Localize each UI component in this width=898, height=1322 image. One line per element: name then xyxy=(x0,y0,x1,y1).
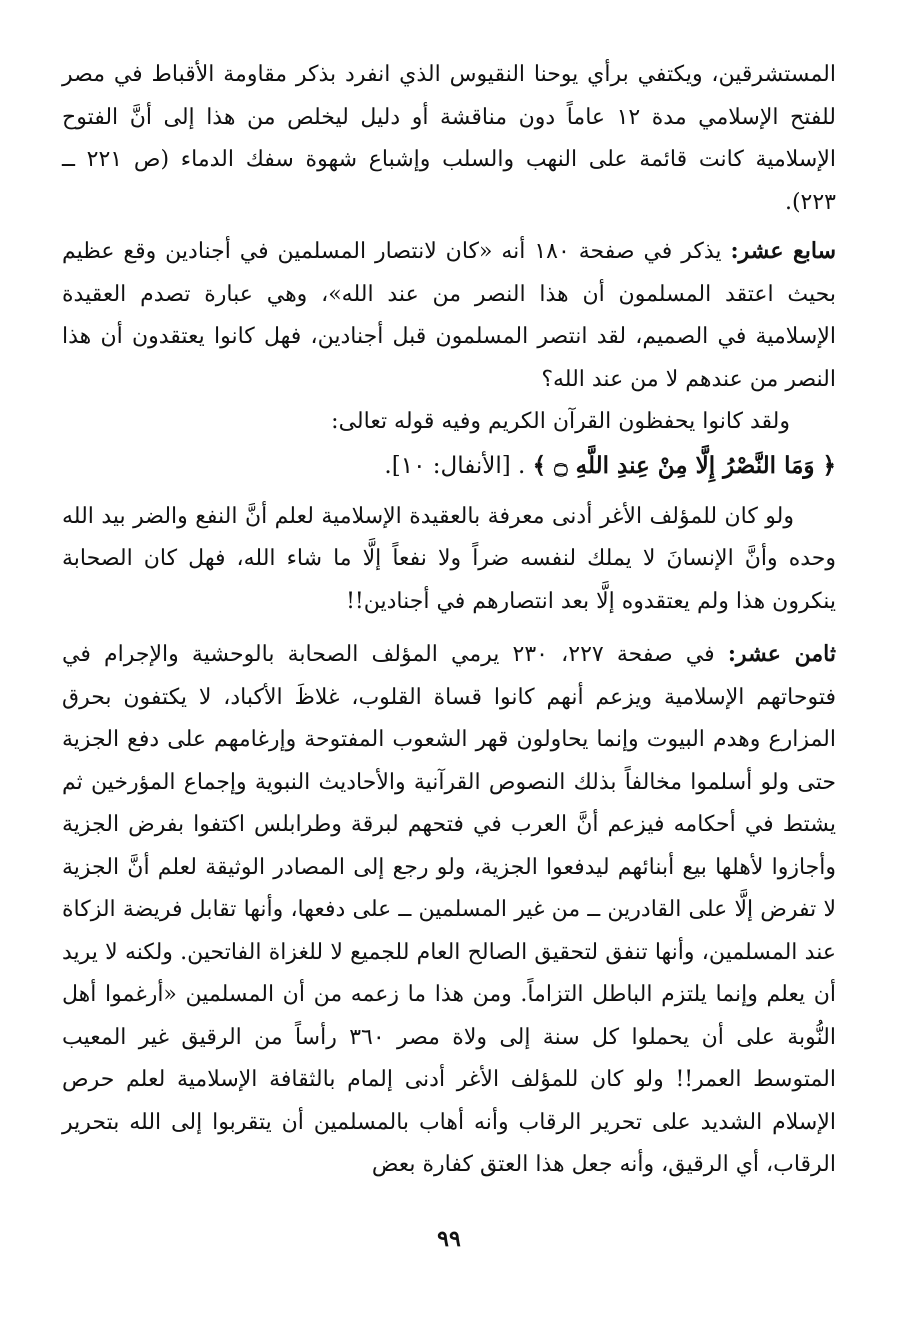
paragraph-1: المستشرقين، ويكتفي برأي يوحنا النقيوس الذي انفرد بذكر مقاومة الأقباط في مصر للفتح الإسلامي مدة ١٢ عاماً دون مناقشة أو دليل ليخلص من هذا إلى أنَّ الفتوح الإسلامية كانت قائمة على النهب والسلب وإشباع شهوة سفك الدماء (ص ٢٢١ ــ ٢٢٣). xyxy=(62,62,836,215)
paragraph-5 xyxy=(62,633,836,1187)
verse-reference: . [الأنفال: ١٠]. xyxy=(384,452,526,479)
paragraph-2-text: يذكر في صفحة ١٨٠ أنه «كان لانتصار المسلمين في أجنادين وقع عظيم بحيث اعتقد المسلمون أن هذا النصر من عند الله»، وهي عبارة تصدم العقيدة الإسلامية في الصميم، لقد انتصر المسلمون قبل أجنادين، فهل كانوا يعتقدون أن هذا النصر من عندهم لا من عند الله؟ xyxy=(62,239,836,392)
verse-text: ﴿ وَمَا النَّصْرُ إِلَّا مِنْ عِندِ اللَّهِ ۝ ﴾ xyxy=(532,451,836,479)
section-label-18: ثامن عشر: xyxy=(727,641,836,667)
page-number: ٩٩ xyxy=(437,1226,461,1252)
quran-verse xyxy=(62,444,836,488)
paragraph-2 xyxy=(62,230,836,401)
paragraph-3: ولقد كانوا يحفظون القرآن الكريم وفيه قوله تعالى: xyxy=(331,409,790,434)
section-label-17: سابع عشر: xyxy=(730,238,837,264)
paragraph-4: ولو كان للمؤلف الأغر أدنى معرفة بالعقيدة الإسلامية لعلم أنَّ النفع والضر بيد الله وحده وأنَّ الإنسانَ لا يملك لنفسه ضراً ولا نفعاً إلَّا ما شاء الله، فهل كان الصحابة ينكرون هذا ولم يعتقدوه إلَّا بعد انتصارهم في أجنادين!! xyxy=(62,503,836,614)
paragraph-5-text: في صفحة ٢٢٧، ٢٣٠ يرمي المؤلف الصحابة بالوحشية والإجرام في فتوحاتهم الإسلامية ويزعم أنهم كانوا قساة القلوب، غلاظَ الأكباد، لا يكتفون بحرق المزارع وهدم البيوت وإنما يحاولون قهر الشعوب المفتوحة وإرغامهم على دفع الجزية حتى ولو أسلموا مخالفاً بذلك النصوص القرآنية والأحاديث النبوية وإجماع المؤرخين ثم يشتط في أحكامه فيزعم أنَّ العرب في فتحهم لبرقة وطرابلس اكتفوا بفرض الجزية وأجازوا لأهلها بيع أبنائهم ليدفعوا الجزية، ولو رجع إلى المصادر الوثيقة لعلم أنَّ الجزية لا تفرض إلَّا على القادرين ــ من غير المسلمين ــ على دفعها، وأنها تقابل فريضة الزكاة عند المسلمين، وأنها تنفق لتحقيق الصالح العام للجميع لا للغزاة الفاتحين. ولكنه لا يريد أن يعلم وإنما يلتزم الباطل التزاماً. ومن هذا ما زعمه من أن المسلمين «أرغموا أهل النُّوبة على أن يحملوا كل سنة إلى ولاة مصر ٣٦٠ رأساً من الرقيق غير المعيب المتوسط العمر!! ولو كان للمؤلف الأغر أدنى إلمام بالثقافة الإسلامية لعلم حرص الإسلام الشديد على تحرير الرقاب وأنه أهاب بالمسلمين أن يتقربوا إلى الله بتحرير الرقاب، أي الرقيق، وأنه جعل هذا العتق كفارة بعض xyxy=(62,642,837,1177)
